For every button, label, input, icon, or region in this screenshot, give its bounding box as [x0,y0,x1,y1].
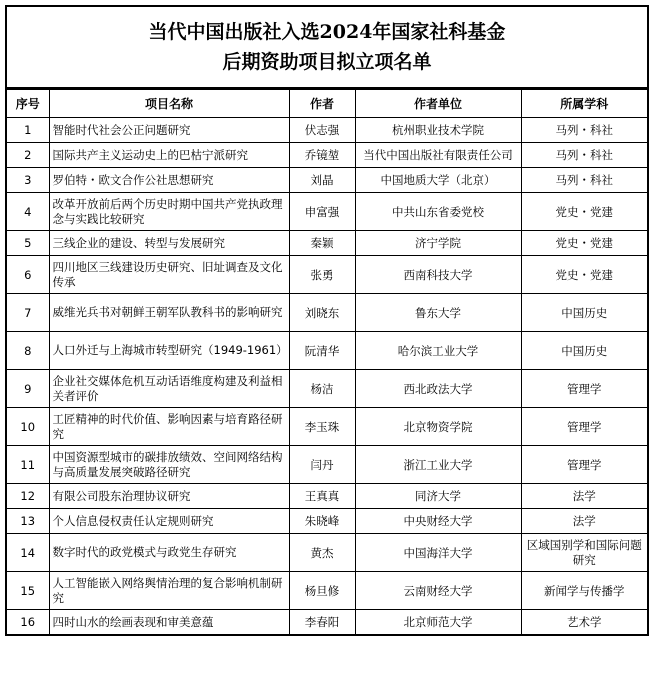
cell-name: 数字时代的政党模式与政党生存研究 [49,534,289,572]
document-sheet [5,5,649,636]
cell-name: 人口外迁与上海城市转型研究（1949-1961） [49,332,289,370]
cell-no: 1 [7,118,49,143]
cell-no: 7 [7,294,49,332]
cell-subject: 党史・党建 [521,231,647,256]
cell-name: 四时山水的绘画表现和审美意蕴 [49,610,289,635]
cell-name: 个人信息侵权责任认定规则研究 [49,509,289,534]
table-row [7,446,647,484]
cell-unit: 北京物资学院 [355,408,521,446]
cell-subject: 马列・科社 [521,118,647,143]
cell-unit: 中央财经大学 [355,509,521,534]
table-row [7,231,647,256]
cell-unit: 当代中国出版社有限责任公司 [355,143,521,168]
cell-no: 13 [7,509,49,534]
cell-no: 2 [7,143,49,168]
table-row [7,256,647,294]
cell-author: 闫丹 [289,446,355,484]
table-row [7,610,647,635]
cell-author: 秦颖 [289,231,355,256]
cell-subject: 管理学 [521,408,647,446]
cell-author: 杨洁 [289,370,355,408]
cell-no: 15 [7,572,49,610]
cell-subject: 管理学 [521,446,647,484]
cell-no: 14 [7,534,49,572]
cell-subject: 区域国别学和国际问题研究 [521,534,647,572]
table-row [7,118,647,143]
document-title [7,7,647,89]
cell-author: 黄杰 [289,534,355,572]
cell-subject: 党史・党建 [521,193,647,231]
cell-name: 智能时代社会公正问题研究 [49,118,289,143]
cell-author: 伏志强 [289,118,355,143]
cell-no: 12 [7,484,49,509]
table-row [7,143,647,168]
cell-unit: 北京师范大学 [355,610,521,635]
table-row [7,370,647,408]
table-row [7,408,647,446]
cell-unit: 杭州职业技术学院 [355,118,521,143]
cell-author: 刘晓东 [289,294,355,332]
cell-author: 李春阳 [289,610,355,635]
cell-unit: 中国地质大学（北京） [355,168,521,193]
cell-subject: 管理学 [521,370,647,408]
cell-author: 李玉珠 [289,408,355,446]
cell-unit: 西南科技大学 [355,256,521,294]
cell-no: 10 [7,408,49,446]
header-author: 作者 [289,90,355,118]
cell-no: 5 [7,231,49,256]
cell-author: 王真真 [289,484,355,509]
table-row [7,484,647,509]
cell-name: 中国资源型城市的碳排放绩效、空间网络结构与高质量发展突破路径研究 [49,446,289,484]
cell-author: 朱晓峰 [289,509,355,534]
cell-unit: 同济大学 [355,484,521,509]
table-row [7,332,647,370]
header-subject: 所属学科 [521,90,647,118]
cell-author: 刘晶 [289,168,355,193]
cell-no: 16 [7,610,49,635]
cell-unit: 中国海洋大学 [355,534,521,572]
table-row [7,294,647,332]
title-line-1: 当代中国出版社入选2024年国家社科基金 [148,21,506,43]
header-unit: 作者单位 [355,90,521,118]
cell-no: 6 [7,256,49,294]
table-row [7,168,647,193]
cell-unit: 西北政法大学 [355,370,521,408]
cell-no: 9 [7,370,49,408]
cell-unit: 中共山东省委党校 [355,193,521,231]
cell-no: 4 [7,193,49,231]
table-row [7,572,647,610]
project-table [7,89,647,634]
cell-no: 11 [7,446,49,484]
cell-name: 四川地区三线建设历史研究、旧址调查及文化传承 [49,256,289,294]
cell-subject: 中国历史 [521,332,647,370]
cell-subject: 法学 [521,509,647,534]
table-row [7,534,647,572]
cell-author: 阮清华 [289,332,355,370]
cell-subject: 党史・党建 [521,256,647,294]
cell-unit: 哈尔滨工业大学 [355,332,521,370]
cell-name: 三线企业的建设、转型与发展研究 [49,231,289,256]
header-no: 序号 [7,90,49,118]
cell-subject: 马列・科社 [521,168,647,193]
cell-author: 杨旦修 [289,572,355,610]
cell-subject: 中国历史 [521,294,647,332]
cell-unit: 云南财经大学 [355,572,521,610]
title-line-2: 后期资助项目拟立项名单 [222,51,432,73]
cell-name: 罗伯特・欧文合作公社思想研究 [49,168,289,193]
cell-name: 工匠精神的时代价值、影响因素与培育路径研究 [49,408,289,446]
cell-unit: 鲁东大学 [355,294,521,332]
cell-name: 人工智能嵌入网络舆情治理的复合影响机制研究 [49,572,289,610]
cell-name: 威维光兵书对朝鲜王朝军队教科书的影响研究 [49,294,289,332]
table-row [7,193,647,231]
cell-no: 8 [7,332,49,370]
cell-name: 企业社交媒体危机互动话语维度构建及利益相关者评价 [49,370,289,408]
cell-subject: 马列・科社 [521,143,647,168]
cell-name: 国际共产主义运动史上的巴枯宁派研究 [49,143,289,168]
cell-subject: 法学 [521,484,647,509]
cell-author: 乔镜堃 [289,143,355,168]
cell-author: 张勇 [289,256,355,294]
cell-subject: 新闻学与传播学 [521,572,647,610]
cell-name: 有限公司股东治理协议研究 [49,484,289,509]
cell-unit: 济宁学院 [355,231,521,256]
cell-author: 申富强 [289,193,355,231]
table-row [7,509,647,534]
cell-subject: 艺术学 [521,610,647,635]
cell-name: 改革开放前后两个历史时期中国共产党执政理念与实践比较研究 [49,193,289,231]
cell-no: 3 [7,168,49,193]
cell-unit: 浙江工业大学 [355,446,521,484]
table-header-row [7,90,647,118]
header-name: 项目名称 [49,90,289,118]
